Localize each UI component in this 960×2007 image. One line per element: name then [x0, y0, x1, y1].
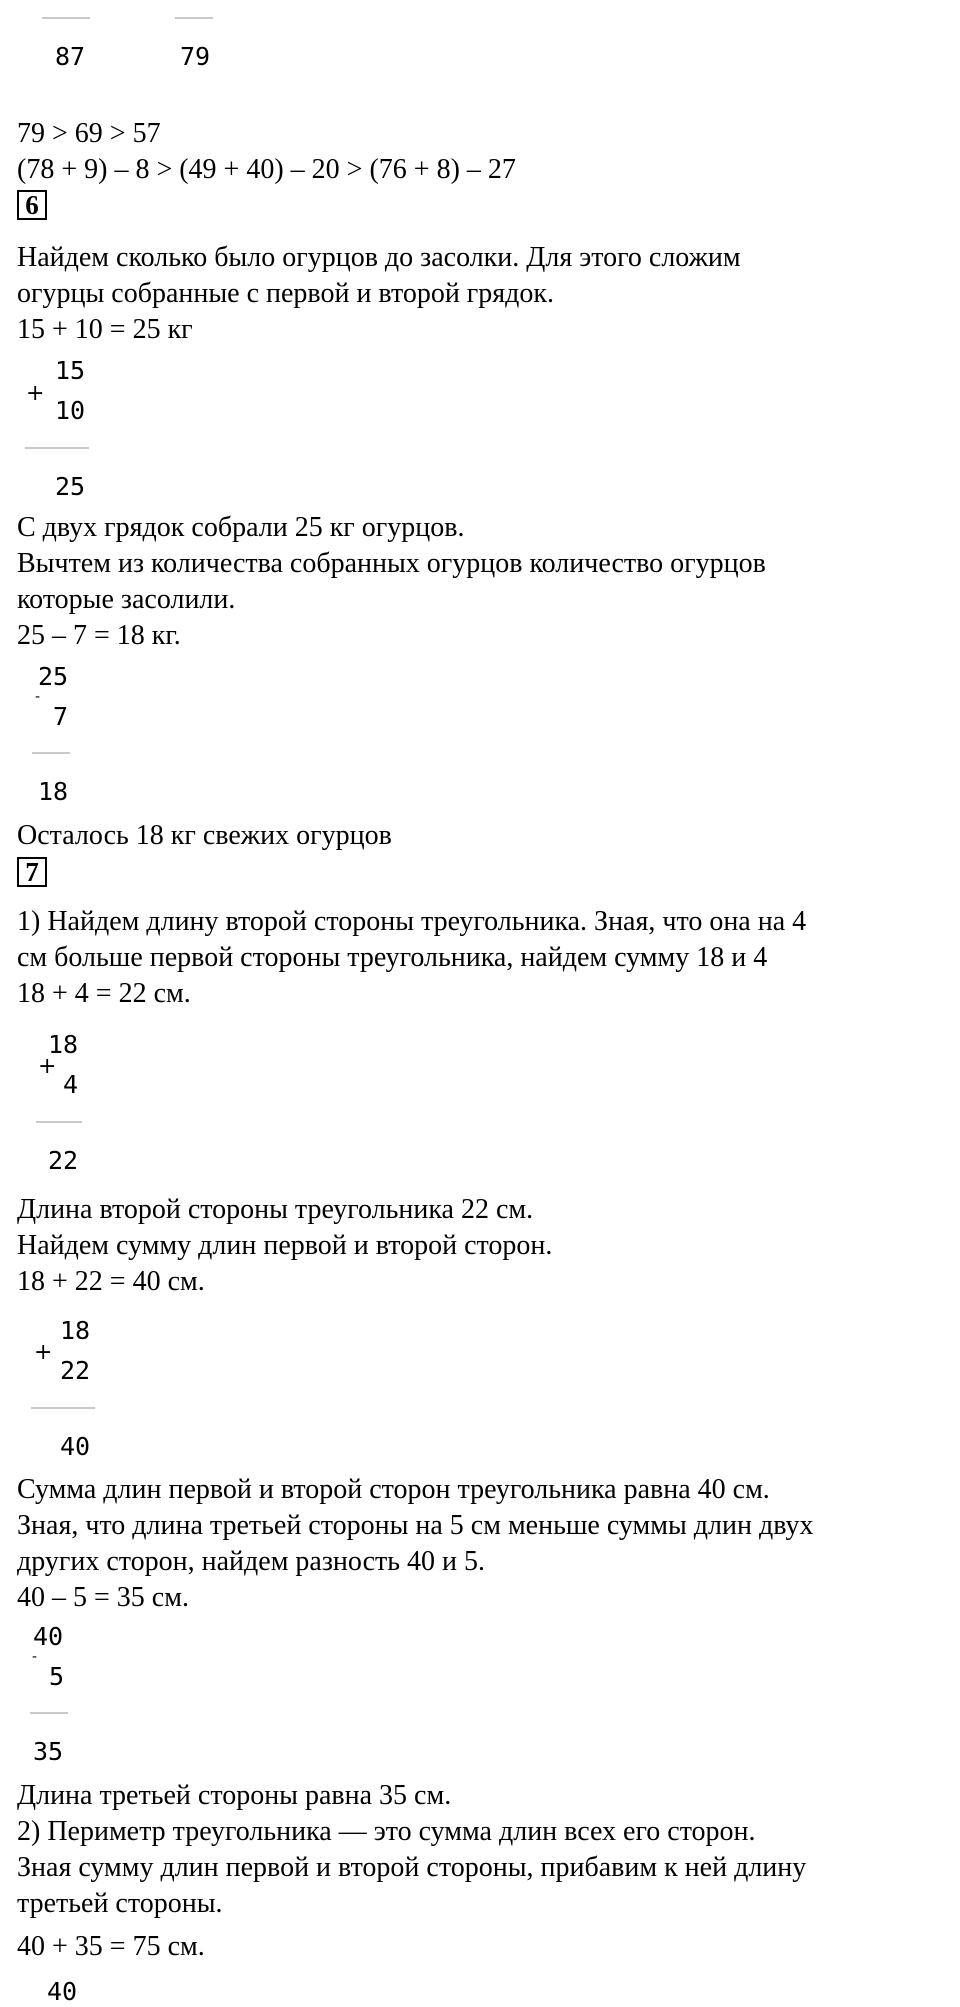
- operand-b: 7: [53, 702, 69, 731]
- top-calc-left-result: 87: [55, 42, 86, 71]
- operand-b: 5: [49, 1662, 65, 1691]
- operand-b: 10: [55, 396, 86, 425]
- operand-a: 40: [33, 1622, 64, 1651]
- task6-text-5: которые засолили.: [17, 584, 236, 615]
- task7-text-11: третьей стороны.: [17, 1888, 223, 1919]
- task7-equation-3: 40 – 5 = 35 см.: [17, 1582, 189, 1613]
- task7-text-10: Зная сумму длин первой и второй стороны, прибавим к ней длину: [17, 1852, 807, 1883]
- task7-text-3: Длина второй стороны треугольника 22 см.: [17, 1194, 534, 1225]
- top-calc-right-result: 79: [180, 42, 211, 71]
- plus-sign: +: [34, 1340, 53, 1365]
- task7-calc4-operand-a: 40: [47, 1977, 78, 2006]
- plus-sign: +: [26, 381, 45, 406]
- minus-sign: -: [35, 689, 41, 705]
- operand-a: 25: [38, 662, 69, 691]
- task7-text-6: Зная, что длина третьей стороны на 5 см меньше суммы длин двух: [17, 1510, 814, 1541]
- operand-a: 15: [55, 356, 86, 385]
- operand-a: 18: [60, 1316, 91, 1345]
- task6-text-1: Найдем сколько было огурцов до засолки. Для этого сложим: [17, 242, 741, 273]
- task-7-number: 7: [17, 857, 47, 887]
- compare-line-2: (78 + 9) – 8 > (49 + 40) – 20 > (76 + 8) – 27: [17, 154, 516, 185]
- task7-text-7: других сторон, найдем разность 40 и 5.: [17, 1546, 486, 1577]
- difference-underline: [30, 1712, 68, 1714]
- task6-equation-1: 15 + 10 = 25 кг: [17, 314, 193, 345]
- task6-text-2: огурцы собранные с первой и второй грядок.: [17, 278, 555, 309]
- task7-text-8: Длина третьей стороны равна 35 см.: [17, 1780, 452, 1811]
- result: 25: [55, 472, 86, 501]
- task7-equation-4: 40 + 35 = 75 см.: [17, 1931, 205, 1962]
- result: 35: [33, 1737, 64, 1766]
- task6-text-6: Осталось 18 кг свежих огурцов: [17, 820, 392, 851]
- operand-b: 4: [63, 1070, 79, 1099]
- result: 18: [38, 777, 69, 806]
- sum-underline: [36, 1121, 82, 1123]
- top-calc-right-underline: [175, 17, 213, 19]
- result: 40: [60, 1432, 91, 1461]
- task-6-number: 6: [17, 190, 47, 220]
- task7-text-4: Найдем сумму длин первой и второй сторон.: [17, 1230, 553, 1261]
- task7-equation-1: 18 + 4 = 22 см.: [17, 978, 191, 1009]
- task7-text-9: 2) Периметр треугольника — это сумма длин всех его сторон.: [17, 1816, 756, 1847]
- compare-line-1: 79 > 69 > 57: [17, 118, 161, 149]
- plus-sign: +: [38, 1054, 57, 1079]
- sum-underline: [25, 447, 89, 449]
- task6-text-3: С двух грядок собрали 25 кг огурцов.: [17, 512, 465, 543]
- sum-underline: [31, 1407, 95, 1409]
- operand-a: 18: [48, 1030, 79, 1059]
- task7-equation-2: 18 + 22 = 40 см.: [17, 1266, 205, 1297]
- task7-text-1: 1) Найдем длину второй стороны треугольника. Зная, что она на 4: [17, 906, 807, 937]
- minus-sign: -: [32, 1649, 38, 1665]
- top-calc-left-underline: [42, 17, 90, 19]
- task7-text-5: Сумма длин первой и второй сторон треугольника равна 40 см.: [17, 1474, 770, 1505]
- task6-equation-2: 25 – 7 = 18 кг.: [17, 620, 181, 651]
- difference-underline: [32, 752, 70, 754]
- operand-b: 22: [60, 1356, 91, 1385]
- task6-text-4: Вычтем из количества собранных огурцов количество огурцов: [17, 548, 766, 579]
- result: 22: [48, 1146, 79, 1175]
- task7-text-2: см больше первой стороны треугольника, найдем сумму 18 и 4: [17, 942, 768, 973]
